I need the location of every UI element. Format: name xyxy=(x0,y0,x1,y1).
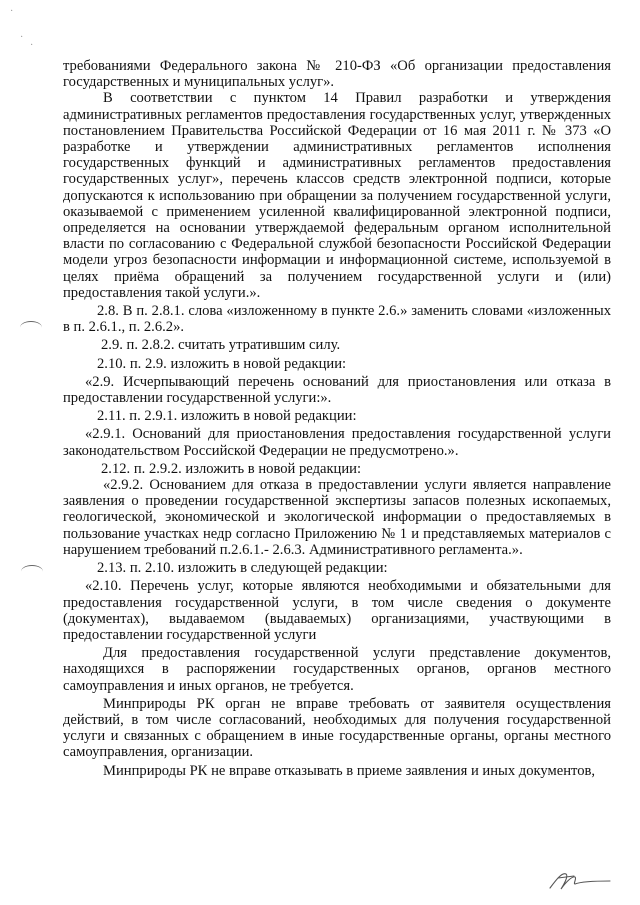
margin-mark xyxy=(20,321,42,334)
scan-speck: · xyxy=(10,6,14,17)
paragraph: 2.12. п. 2.9.2. изложить в новой редакции: xyxy=(101,460,362,477)
paragraph: 2.9. п. 2.8.2. считать утратившим силу. xyxy=(101,337,341,354)
paragraph: 2.13. п. 2.10. изложить в следующей редакции: xyxy=(97,560,388,577)
paragraph: «2.9.1. Оснований для приостановления предоставления государственной услуги законодательством Российской Федерации не предусмотрено.». xyxy=(63,426,611,459)
paragraph: Для предоставления государственной услуги представление документов, находящихся в распоряжении государственных органов, органов местного самоуправления и иных органов, не требуется. xyxy=(63,645,611,694)
paragraph: «2.9.2. Основанием для отказа в предоставлении услуги является направление заявления о проведении государственной экспертизы запасов полезных ископаемых, геологической, экономической и экологической информации о предоставляемых в пользование участках недр согласно Приложению № 1 и представляемых материалов с нарушением требований п.2.6.1.- 2.6.3. Административного регламента.». xyxy=(63,477,611,558)
paragraph: требованиями Федерального закона № 210-ФЗ «Об организации предоставления государственных и муниципальных услуг». xyxy=(63,58,611,91)
paragraph: 2.11. п. 2.9.1. изложить в новой редакции: xyxy=(97,408,357,425)
document-body xyxy=(63,58,611,779)
paragraph: Минприроды РК орган не вправе требовать от заявителя осуществления действий, в том числе согласований, необходимых для получения государственной услуги и связанных с обращением в иные государственные органы, органы местного самоуправления, организации. xyxy=(63,695,611,761)
paragraph: «2.10. Перечень услуг, которые являются необходимыми и обязательными для предоставления государственной услуги, в том числе сведения о документе (документах), выдаваемом (выдаваемых) организациями, участвующими в предоставлении государственной услуги xyxy=(63,578,611,643)
paragraph: В соответствии с пунктом 14 Правил разработки и утверждения административных регламентов предоставления государственных услуг, утвержденных постановлением Правительства Российской Федерации от 16 мая 2011 г. № 373 «О разработке и утверждении административных регламентов исполнения государственных функций и административных регламентов предоставления государственных услуг», перечень классов средств электронной подписи, которые допускаются к использованию при обращении за получением государственной услуги, оказываемой с применением усиленной квалифицированной электронной подписи, определяется на основании утверждаемой федеральным органом исполнительной власти по согласованию с Федеральной службой безопасности Российской Федерации модели угроз безопасности информации и информационной системе, используемой в целях приёма обращений за получением государственной услуги и (или) предоставления такой услуги.». xyxy=(63,90,611,301)
paragraph: Минприроды РК не вправе отказывать в приеме заявления и иных документов, xyxy=(103,762,596,779)
paragraph: 2.8. В п. 2.8.1. слова «изложенному в пункте 2.6.» заменить словами «изложенных в п. 2.6.1., п. 2.6.2». xyxy=(63,303,611,336)
signature xyxy=(546,862,616,896)
scan-speck: · xyxy=(20,32,24,43)
paragraph: 2.10. п. 2.9. изложить в новой редакции: xyxy=(97,355,347,372)
margin-mark xyxy=(21,565,43,578)
paragraph: «2.9. Исчерпывающий перечень оснований для приостановления или отказа в предоставлении государственной услуги:». xyxy=(63,373,611,407)
scan-speck: · xyxy=(30,40,34,51)
